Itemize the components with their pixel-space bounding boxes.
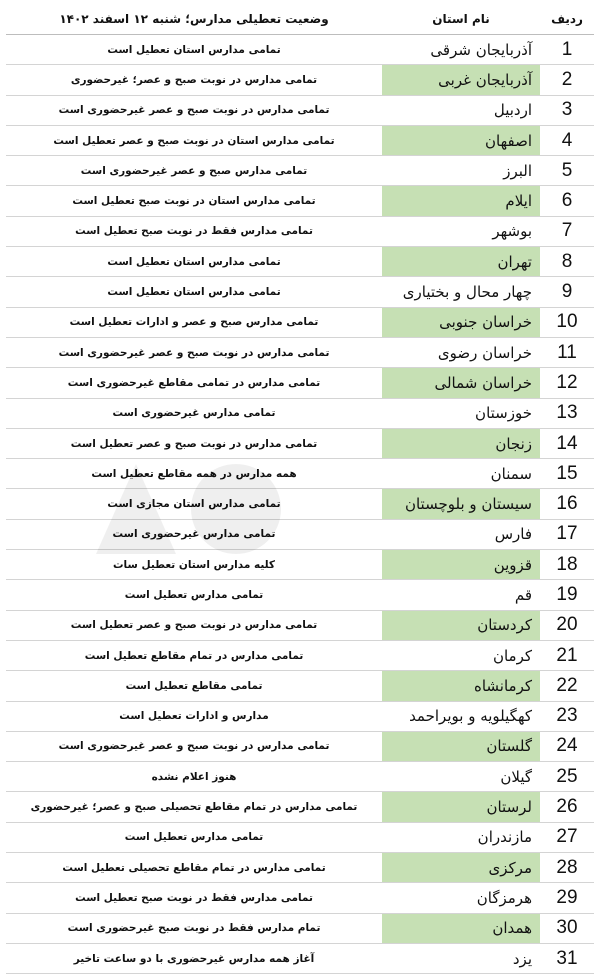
closure-status: تمامی مدارس غیرحضوری است [6, 519, 382, 549]
header-number: ردیف [540, 4, 594, 35]
closure-status: تمامی مدارس در تمام مقاطع تحصیلی صبح و عصر؛ غیرحضوری [6, 792, 382, 822]
row-number: 28 [540, 853, 594, 883]
closure-status: تمامی مدارس استان تعطیل است [6, 247, 382, 277]
province-name: خوزستان [382, 398, 540, 428]
table-row [6, 610, 594, 640]
closure-status: تمامی مدارس در تمام مقاطع تحصیلی تعطیل است [6, 853, 382, 883]
row-number: 9 [540, 277, 594, 307]
table-row [6, 550, 594, 580]
header-status: وضعیت تعطیلی مدارس؛ شنبه ۱۲ اسفند ۱۴۰۲ [6, 4, 382, 35]
table-row [6, 519, 594, 549]
province-name: هرمزگان [382, 883, 540, 913]
table-row [6, 216, 594, 246]
row-number: 10 [540, 307, 594, 337]
province-name: مرکزی [382, 853, 540, 883]
row-number: 13 [540, 398, 594, 428]
province-name: زنجان [382, 428, 540, 458]
province-name: سمنان [382, 459, 540, 489]
table-row [6, 368, 594, 398]
row-number: 21 [540, 640, 594, 670]
table-row [6, 792, 594, 822]
closure-status: تمامی مدارس استان در نوبت صبح و عصر تعطیل است [6, 125, 382, 155]
row-number: 20 [540, 610, 594, 640]
closure-status: تمامی مدارس فقط در نوبت صبح تعطیل است [6, 883, 382, 913]
table-row [6, 156, 594, 186]
closure-status: تمامی مدارس در نوبت صبح و عصر تعطیل است [6, 610, 382, 640]
closure-status: همه مدارس در همه مقاطع تعطیل است [6, 459, 382, 489]
closure-status: تمامی مدارس در نوبت صبح و عصر غیرحضوری است [6, 731, 382, 761]
province-name: آذربایجان غربی [382, 65, 540, 95]
province-name: خراسان رضوی [382, 337, 540, 367]
closure-status: هنوز اعلام نشده [6, 762, 382, 792]
closure-status: تمامی مدارس در تمام مقاطع تعطیل است [6, 640, 382, 670]
table-row [6, 943, 594, 973]
row-number: 2 [540, 65, 594, 95]
closure-status: تمامی مدارس در نوبت صبح و عصر تعطیل است [6, 428, 382, 458]
table-row [6, 428, 594, 458]
province-name: کردستان [382, 610, 540, 640]
table-row [6, 731, 594, 761]
table-row [6, 35, 594, 65]
row-number: 4 [540, 125, 594, 155]
table-row [6, 247, 594, 277]
province-name: بوشهر [382, 216, 540, 246]
table-row [6, 822, 594, 852]
row-number: 26 [540, 792, 594, 822]
province-name: کرمانشاه [382, 671, 540, 701]
table-header-row [6, 4, 594, 35]
table-row [6, 65, 594, 95]
closure-status: تمامی مدارس استان تعطیل است [6, 277, 382, 307]
closure-status: تمامی مدارس استان مجازی است [6, 489, 382, 519]
table-row [6, 95, 594, 125]
row-number: 3 [540, 95, 594, 125]
table-body [6, 35, 594, 974]
province-name: خراسان جنوبی [382, 307, 540, 337]
province-name: مازندران [382, 822, 540, 852]
row-number: 15 [540, 459, 594, 489]
row-number: 22 [540, 671, 594, 701]
row-number: 11 [540, 337, 594, 367]
row-number: 27 [540, 822, 594, 852]
closure-status: تمامی مدارس فقط در نوبت صبح تعطیل است [6, 216, 382, 246]
closure-status: مدارس و ادارات تعطیل است [6, 701, 382, 731]
table-row [6, 277, 594, 307]
closure-status: تمامی مدارس در تمامی مقاطع غیرحضوری است [6, 368, 382, 398]
table-row [6, 125, 594, 155]
row-number: 8 [540, 247, 594, 277]
closure-status: تمامی مدارس صبح و عصر غیرحضوری است [6, 156, 382, 186]
table-row [6, 307, 594, 337]
schools-status-table [6, 4, 594, 974]
closure-status: تمامی مدارس صبح و عصر و ادارات تعطیل است [6, 307, 382, 337]
table-row [6, 459, 594, 489]
table-row [6, 186, 594, 216]
table-row [6, 762, 594, 792]
status-table-sheet [6, 4, 594, 972]
closure-status: تمامی مقاطع تعطیل است [6, 671, 382, 701]
province-name: چهار محال و بختیاری [382, 277, 540, 307]
province-name: خراسان شمالی [382, 368, 540, 398]
table-row [6, 701, 594, 731]
closure-status: تمامی مدارس در نوبت صبح و عصر غیرحضوری است [6, 337, 382, 367]
province-name: قم [382, 580, 540, 610]
row-number: 5 [540, 156, 594, 186]
row-number: 31 [540, 943, 594, 973]
closure-status: آغاز همه مدارس غیرحضوری با دو ساعت تاخیر [6, 943, 382, 973]
closure-status: تمام مدارس فقط در نوبت صبح غیرحضوری است [6, 913, 382, 943]
province-name: گیلان [382, 762, 540, 792]
province-name: همدان [382, 913, 540, 943]
province-name: آذربایجان شرقی [382, 35, 540, 65]
closure-status: تمامی مدارس تعطیل است [6, 822, 382, 852]
province-name: کهگیلویه و بویراحمد [382, 701, 540, 731]
closure-status: تمامی مدارس تعطیل است [6, 580, 382, 610]
row-number: 14 [540, 428, 594, 458]
row-number: 19 [540, 580, 594, 610]
row-number: 1 [540, 35, 594, 65]
closure-status: تمامی مدارس در نوبت صبح و عصر غیرحضوری است [6, 95, 382, 125]
row-number: 7 [540, 216, 594, 246]
province-name: اردبیل [382, 95, 540, 125]
table-row [6, 580, 594, 610]
closure-status: تمامی مدارس استان تعطیل است [6, 35, 382, 65]
closure-status: تمامی مدارس غیرحضوری است [6, 398, 382, 428]
row-number: 17 [540, 519, 594, 549]
province-name: قزوین [382, 550, 540, 580]
province-name: لرستان [382, 792, 540, 822]
header-province: نام استان [382, 4, 540, 35]
row-number: 23 [540, 701, 594, 731]
province-name: فارس [382, 519, 540, 549]
province-name: گلستان [382, 731, 540, 761]
province-name: اصفهان [382, 125, 540, 155]
table-row [6, 883, 594, 913]
province-name: تهران [382, 247, 540, 277]
table-row [6, 337, 594, 367]
province-name: ایلام [382, 186, 540, 216]
table-row [6, 398, 594, 428]
row-number: 25 [540, 762, 594, 792]
table-row [6, 489, 594, 519]
row-number: 29 [540, 883, 594, 913]
row-number: 30 [540, 913, 594, 943]
row-number: 24 [540, 731, 594, 761]
closure-status: تمامی مدارس استان در نوبت صبح تعطیل است [6, 186, 382, 216]
table-row [6, 671, 594, 701]
table-row [6, 913, 594, 943]
closure-status: کلیه مدارس استان تعطیل سات [6, 550, 382, 580]
province-name: یزد [382, 943, 540, 973]
row-number: 16 [540, 489, 594, 519]
province-name: سیستان و بلوچستان [382, 489, 540, 519]
province-name: کرمان [382, 640, 540, 670]
row-number: 6 [540, 186, 594, 216]
row-number: 12 [540, 368, 594, 398]
province-name: البرز [382, 156, 540, 186]
row-number: 18 [540, 550, 594, 580]
closure-status: تمامی مدارس در نوبت صبح و عصر؛ غیرحضوری [6, 65, 382, 95]
table-row [6, 640, 594, 670]
table-row [6, 853, 594, 883]
